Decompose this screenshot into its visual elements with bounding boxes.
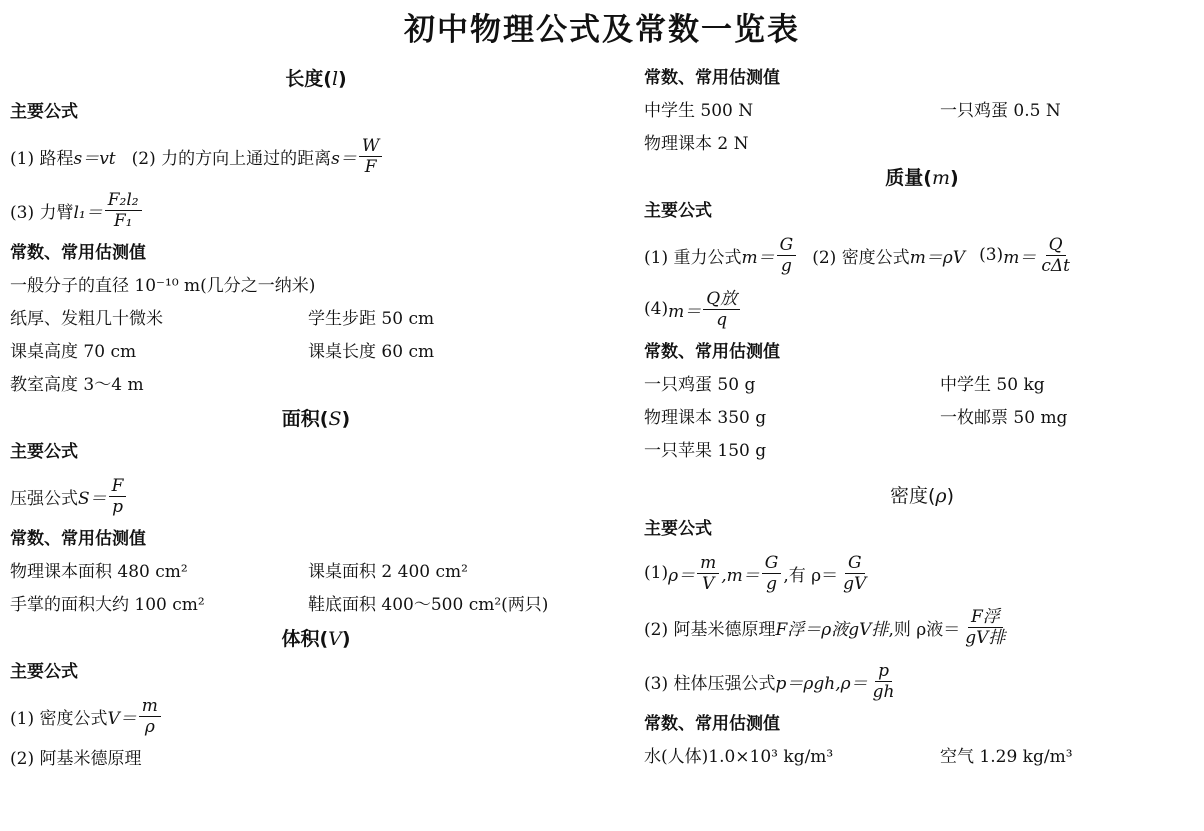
fraction-numerator: F bbox=[109, 476, 127, 497]
fraction-denominator: ρ bbox=[144, 716, 155, 737]
formula-line bbox=[644, 546, 1200, 600]
fraction-denominator: F₁ bbox=[113, 210, 133, 231]
fraction-numerator: W bbox=[359, 136, 382, 157]
fraction-numerator: Q放 bbox=[703, 289, 740, 310]
fraction-numerator: F浮 bbox=[968, 607, 1003, 628]
fraction bbox=[762, 553, 782, 594]
constants-label: 常数、常用估测值 bbox=[644, 714, 780, 734]
formula-text: ,有 ρ＝ bbox=[783, 565, 839, 586]
formula-lhs: V＝ bbox=[107, 708, 137, 729]
left-column bbox=[10, 62, 622, 776]
fraction-numerator: G bbox=[777, 235, 797, 256]
section-heading-volume: 体积(V) bbox=[281, 628, 351, 650]
fraction-numerator: F₂l₂ bbox=[105, 190, 142, 211]
fraction-numerator: G bbox=[762, 553, 782, 574]
formula-text: ,m＝ bbox=[721, 565, 760, 586]
constants-label: 常数、常用估测值 bbox=[644, 68, 780, 88]
section-heading-density: 密度(ρ) bbox=[889, 485, 955, 507]
fraction bbox=[105, 190, 142, 231]
formula-text: ,ρ＝ bbox=[835, 673, 868, 694]
formula: s＝vt bbox=[73, 148, 116, 169]
fraction bbox=[139, 696, 161, 737]
formula-line bbox=[10, 469, 622, 523]
formula-lhs: l₁＝ bbox=[73, 202, 103, 223]
formula-lhs: ρ＝ bbox=[668, 565, 696, 586]
fraction-denominator: cΔt bbox=[1041, 255, 1070, 276]
formula-prefix: (3) bbox=[979, 245, 1004, 265]
formula-lhs: m＝ bbox=[1003, 247, 1037, 268]
constant-value: 物理课本 2 N bbox=[644, 134, 749, 154]
constants-label: 常数、常用估测值 bbox=[10, 243, 146, 263]
constant-row bbox=[10, 556, 622, 589]
fraction-denominator: gh bbox=[872, 681, 895, 702]
constant-value: 水(人体)1.0×10³ kg/m³ bbox=[644, 747, 834, 767]
fraction-numerator: p bbox=[875, 661, 892, 682]
formula-prefix: (2) 阿基米德原理 bbox=[644, 619, 776, 640]
constant-row bbox=[10, 303, 622, 336]
constant-value: 鞋底面积 400～500 cm²(两只) bbox=[308, 595, 549, 615]
fraction-denominator: gV bbox=[843, 573, 867, 594]
section-variable: l bbox=[331, 68, 339, 90]
constant-value: 纸厚、发粗几十微米 bbox=[10, 309, 163, 329]
constant-row bbox=[644, 741, 1200, 774]
constant-value: 手掌的面积大约 100 cm² bbox=[10, 595, 205, 615]
formula-prefix: (2) 力的方向上通过的距离 bbox=[131, 148, 332, 169]
formula-lhs: m＝ bbox=[741, 247, 775, 268]
formula-prefix: (3) 力臂 bbox=[10, 202, 74, 223]
formula-prefix: (3) 柱体压强公式 bbox=[644, 673, 776, 694]
formula-line bbox=[10, 183, 622, 237]
formula-line bbox=[644, 654, 1200, 708]
fraction-denominator: q bbox=[716, 309, 728, 330]
section-variable: S bbox=[328, 408, 342, 430]
fraction-numerator: m bbox=[139, 696, 161, 717]
formula-lhs: s＝ bbox=[331, 148, 357, 169]
section-title: 质量 bbox=[885, 167, 924, 189]
fraction-numerator: Q bbox=[1046, 235, 1066, 256]
section-variable: V bbox=[328, 628, 342, 650]
constant-value: 中学生 500 N bbox=[644, 101, 754, 121]
constant-row bbox=[644, 369, 1200, 402]
formula-prefix: (2) 密度公式 bbox=[812, 247, 910, 268]
constant-value: 一般分子的直径 10⁻¹⁰ m(几分之一纳米) bbox=[10, 276, 316, 296]
constant-row bbox=[644, 95, 1200, 128]
formula-line bbox=[10, 129, 622, 183]
formula-prefix: 压强公式 bbox=[10, 488, 78, 509]
constant-value: 课桌面积 2 400 cm² bbox=[308, 562, 468, 582]
fraction bbox=[703, 289, 740, 330]
right-column bbox=[644, 62, 1200, 774]
fraction bbox=[359, 136, 382, 177]
formula-line bbox=[644, 600, 1200, 654]
constant-value: 一只苹果 150 g bbox=[644, 441, 767, 461]
fraction-denominator: gV排 bbox=[965, 627, 1006, 648]
constant-value: 课桌高度 70 cm bbox=[10, 342, 137, 362]
section-title: 体积 bbox=[281, 628, 320, 650]
fraction bbox=[109, 476, 127, 517]
constant-row bbox=[10, 336, 622, 369]
fraction-denominator: g bbox=[766, 573, 777, 594]
constant-value: 一枚邮票 50 mg bbox=[940, 408, 1068, 428]
constant-value: 物理课本 350 g bbox=[644, 408, 767, 428]
fraction bbox=[962, 607, 1008, 648]
formula-prefix: (1) 重力公式 bbox=[644, 247, 742, 268]
fraction-denominator: g bbox=[780, 255, 792, 276]
constant-value: 物理课本面积 480 cm² bbox=[10, 562, 188, 582]
section-title: 密度 bbox=[889, 485, 928, 507]
constant-value: 中学生 50 kg bbox=[940, 375, 1045, 395]
fraction-denominator: p bbox=[112, 496, 123, 517]
formula-line: (2) 阿基米德原理 bbox=[10, 749, 142, 769]
main-formulas-label: 主要公式 bbox=[10, 102, 78, 122]
main-formulas-label: 主要公式 bbox=[644, 201, 712, 221]
fraction bbox=[777, 235, 797, 276]
fraction-numerator: G bbox=[845, 553, 865, 574]
constant-row bbox=[644, 402, 1200, 435]
constant-value: 一只鸡蛋 0.5 N bbox=[940, 101, 1061, 121]
fraction-numerator: m bbox=[697, 553, 719, 574]
main-formulas-label: 主要公式 bbox=[644, 519, 712, 539]
formula-lhs: S＝ bbox=[78, 488, 107, 509]
section-title: 长度 bbox=[285, 68, 324, 90]
formula: m＝ρV bbox=[909, 247, 966, 268]
constant-value: 课桌长度 60 cm bbox=[308, 342, 435, 362]
formula: p＝ρgh bbox=[775, 673, 836, 694]
section-title: 面积 bbox=[281, 408, 320, 430]
constant-value: 一只鸡蛋 50 g bbox=[644, 375, 756, 395]
formula-lhs: m＝ bbox=[668, 301, 702, 322]
constant-row bbox=[10, 589, 622, 622]
fraction-denominator: F bbox=[364, 156, 377, 177]
section-heading-length: 长度(l) bbox=[285, 68, 347, 90]
fraction bbox=[697, 553, 719, 594]
formula-prefix: (1) bbox=[644, 563, 669, 583]
formula-prefix: (1) 密度公式 bbox=[10, 708, 108, 729]
formula-line bbox=[644, 228, 1200, 282]
constant-value: 教室高度 3～4 m bbox=[10, 375, 144, 395]
main-formulas-label: 主要公式 bbox=[10, 662, 78, 682]
formula: F浮＝ρ液gV排 bbox=[775, 619, 889, 640]
constant-value: 空气 1.29 kg/m³ bbox=[940, 747, 1073, 767]
constant-value: 学生步距 50 cm bbox=[308, 309, 435, 329]
fraction bbox=[840, 553, 869, 594]
formula-prefix: (4) bbox=[644, 299, 669, 319]
main-formulas-label: 主要公式 bbox=[10, 442, 78, 462]
page-title: 初中物理公式及常数一览表 bbox=[404, 12, 800, 48]
section-heading-mass: 质量(m) bbox=[885, 167, 959, 189]
constants-label: 常数、常用估测值 bbox=[10, 529, 146, 549]
formula-prefix: (1) 路程 bbox=[10, 148, 74, 169]
formula-text: ,则 ρ液＝ bbox=[888, 619, 961, 640]
section-heading-area: 面积(S) bbox=[281, 408, 351, 430]
formula-line bbox=[644, 282, 1200, 336]
fraction bbox=[870, 661, 898, 702]
fraction bbox=[1038, 235, 1073, 276]
section-variable: ρ bbox=[935, 485, 947, 507]
section-variable: m bbox=[931, 167, 951, 189]
constants-label: 常数、常用估测值 bbox=[644, 342, 780, 362]
fraction-denominator: V bbox=[702, 573, 715, 594]
formula-line bbox=[10, 689, 622, 743]
